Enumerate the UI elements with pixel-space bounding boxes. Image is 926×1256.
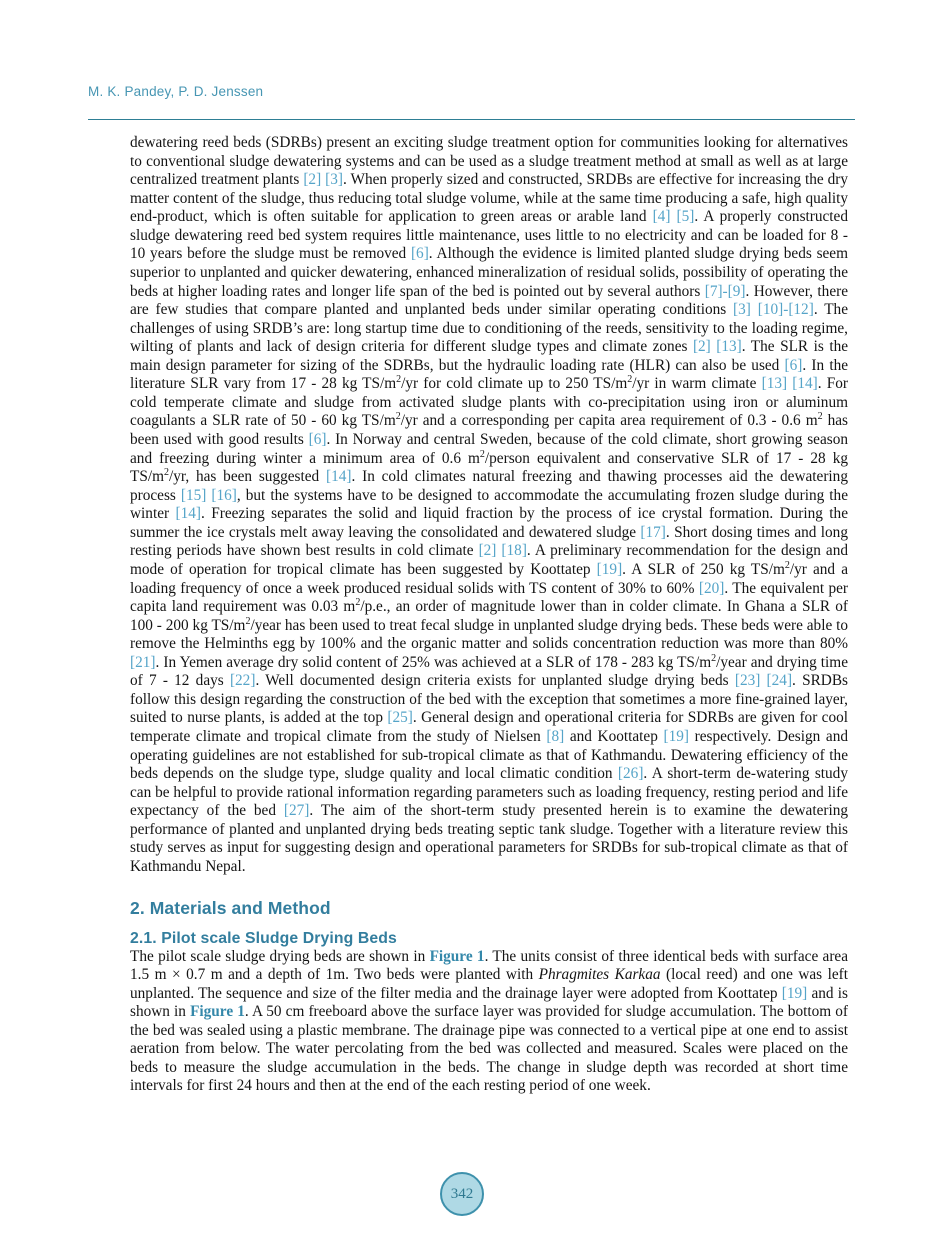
text-run: (local reed) and one was left unplanted. The sequence and size of the filter media and the drainage layer were adopted from Koottatep: [130, 966, 849, 1002]
text-run: . The aim of the short-term study presented herein is to examine the dewatering performance of planted and unplanted drying beds treating septic tank sludge. Together with a literature review this study serves as input for suggesting design and operational parameters for SRDBs for sub-tropical climate as that of Kathmandu Nepal.: [130, 802, 849, 875]
text-run: dewatering reed beds (SDRBs) present an exciting sludge treatment option for communities looking for alternatives to conventional sludge dewatering systems and can be used as a sludge treatment method at small as well as at large centralized treatment plants: [130, 134, 848, 189]
text-run: . Short dosing times and long resting periods have shown best results in cold climate: [130, 523, 848, 560]
section-heading-materials-and-method: 2. Materials and Method: [130, 897, 331, 918]
text-run: . When properly sized and constructed, SRDBs are effective for increasing the dry matter content of the sludge, thus reducing total sludge volume, while at the same time producing a safe, high quality end-product, which is often suitable for application to green areas or arable land: [130, 171, 849, 226]
citation-ref[interactable]: [2] [3]: [303, 171, 343, 189]
text-run: . In cold climates natural freezing and thawing processes aid the dewatering process: [130, 468, 848, 504]
citation-ref[interactable]: [19]: [663, 728, 689, 745]
citation-ref[interactable]: [14]: [325, 468, 352, 486]
superscript: 2: [784, 559, 790, 571]
text-run: . Freezing separates the solid and liquid fraction by the process of ice crystal formation. During the summer the ice crystals melt away leaving the consolidated and dewatered sludge: [130, 505, 848, 541]
citation-ref[interactable]: [19]: [596, 560, 623, 578]
text-run: . A SLR of 250 kg TS/m: [622, 560, 785, 578]
subsection-heading-pilot-scale-sludge-drying-beds: 2.1. Pilot scale Sludge Drying Beds: [130, 929, 397, 947]
superscript: 2: [396, 374, 402, 386]
text-run: . A preliminary recommendation for the design and mode of operation for tropical climate has been suggested by Koottatep: [130, 542, 848, 578]
text-run: respectively. Design and operating guidelines are not established for sub-tropical climate as that of Kathmandu. Dewatering efficiency of the beds depends on the sludge type, sludge quality and local climatic condition: [130, 728, 848, 783]
text-run: . However, there are few studies that compare planted and unplanted beds under similar operating conditions: [130, 282, 848, 319]
text-run: /yr and a corresponding per capita area requirement of 0.3 - 0.6 m: [400, 412, 818, 430]
citation-ref[interactable]: [25]: [387, 709, 413, 727]
citation-ref[interactable]: [27]: [283, 802, 310, 820]
text-run: /yr, has been suggested: [169, 468, 326, 486]
text-run: . The SLR is the main design parameter for sizing of the SDRBs, but the hydraulic loading rate (HLR) can also be used: [130, 338, 849, 374]
text-run: /p.e., an order of magnitude lower than in colder climate. In Ghana a SLR of 100 - 200 kg TS/m: [130, 598, 848, 634]
figure-ref[interactable]: Figure 1: [190, 1003, 245, 1021]
citation-ref[interactable]: [17]: [640, 523, 666, 541]
page-number-badge: [440, 1172, 484, 1216]
text-run: /yr for cold climate up to 250 TS/m: [401, 375, 628, 393]
text-run: /year and drying time of 7 - 12 days: [130, 653, 848, 690]
citation-ref[interactable]: [19]: [781, 984, 808, 1002]
superscript: 2: [711, 652, 717, 664]
text-run: has been used with good results: [130, 412, 848, 448]
text-run: /year has been used to treat fecal sludge in unplanted sludge drying beds. These beds were able to remove the Helminths egg by 100% and the organic matter and solids concentration reduction was more than 80%: [130, 616, 848, 653]
citation-ref[interactable]: [13] [14]: [761, 375, 818, 393]
citation-ref[interactable]: [14]: [175, 505, 201, 523]
text-run: . Although the evidence is limited planted sludge drying beds seem superior to unplanted and quicker dewatering, enhanced mineralization of residual solids, possibility of operating the beds at higher loading rates and longer life span of the bed is pointed out by several authors: [130, 245, 848, 300]
citation-ref[interactable]: [23] [24]: [734, 672, 793, 690]
citation-ref[interactable]: [26]: [617, 765, 644, 783]
intro-paragraph: [130, 134, 848, 877]
text-run: /yr in warm climate: [632, 375, 762, 393]
page-body: [130, 134, 848, 1096]
text-run: . SRDBs follow this design regarding the construction of the bed with the exception that sometimes a more fine-grained layer, suited to nurse plants, is added at the top: [130, 672, 849, 727]
text-run: . The units consist of three identical beds with surface area 1.5 m × 0.7 m and a depth of 1m. Two beds were planted with: [130, 947, 849, 984]
running-head-authors: M. K. Pandey, P. D. Jenssen: [88, 84, 264, 99]
citation-ref[interactable]: [4] [5]: [652, 208, 695, 226]
figure-ref[interactable]: Figure 1: [429, 947, 485, 965]
superscript: 2: [627, 374, 633, 386]
text-run: . For cold temperate climate and sludge from activated sludge plants with co-precipitation using iron or aluminum coagulants a SLR rate of 50 - 60 kg TS/m: [130, 375, 848, 430]
superscript: 2: [817, 411, 823, 423]
text-run: . In Norway and central Sweden, because of the cold climate, short growing season and freezing during winter a minimum area of 0.6 m: [130, 431, 848, 467]
citation-ref[interactable]: [7]-[9]: [704, 282, 746, 300]
citation-ref[interactable]: [22]: [229, 672, 256, 690]
citation-ref[interactable]: [3] [10]-[12]: [733, 301, 814, 319]
text-run: . The equivalent per capita land requirement was 0.03 m: [130, 579, 848, 616]
text-run: . A 50 cm freeboard above the surface layer was provided for sludge accumulation. The bottom of the bed was sealed using a plastic membrane. The drainage pipe was connected to a vertical pipe at one end to assist aeration from below. The water percolating from the bed was collected and measured. Scales were placed on the beds to measure the sludge accumulation in the beds. The change in sludge depth was recorded at short time intervals for first 24 hours and then at the end of the each resting period of one week.: [130, 1003, 848, 1095]
citation-ref[interactable]: [20]: [698, 579, 725, 597]
citation-ref[interactable]: [6]: [410, 245, 429, 263]
text-run: /person equivalent and conservative SLR of 17 - 28 kg TS/m: [130, 449, 848, 486]
text-run: and Koottatep: [564, 728, 664, 745]
citation-ref[interactable]: [8]: [546, 728, 565, 745]
text-run: and is shown in: [130, 984, 848, 1021]
text-run: . The challenges of using SRDB’s are: long startup time due to conditioning of the reeds, sensitivity to the loading regime, wilting of plants and lack of design criteria for different sludge types and climate zones: [130, 301, 848, 356]
header-rule-divider: [88, 119, 855, 120]
citation-ref[interactable]: [21]: [130, 653, 156, 671]
citation-ref[interactable]: [6]: [784, 356, 803, 374]
text-run: /yr and a loading frequency of once a week produced residual solids with TS content of 30% to 60%: [130, 560, 848, 597]
species-name: Phragmites Karkaa: [538, 966, 661, 984]
citation-ref[interactable]: [2] [13]: [692, 338, 742, 356]
citation-ref[interactable]: [15] [16]: [180, 486, 237, 504]
text-run: . A properly constructed sludge dewatering reed bed system requires little maintenance, uses little to no electricity and can be loaded for 8 - 10 years before the sludge must be removed: [130, 208, 848, 263]
superscript: 2: [164, 467, 169, 479]
citation-ref[interactable]: [6]: [308, 431, 327, 448]
superscript: 2: [245, 615, 251, 627]
text-run: . General design and operational criteria for SDRBs are given for cool temperate climate and tropical climate from the study of Nielsen: [130, 709, 849, 745]
superscript: 2: [479, 448, 485, 460]
text-run: , but the systems have to be designed to accommodate the accumulating frozen sludge during the winter: [130, 486, 848, 523]
text-run: . In Yemen average dry solid content of 25% was achieved at a SLR of 178 - 283 kg TS/m: [155, 653, 712, 671]
text-run: . Well documented design criteria exists for unplanted sludge drying beds: [255, 672, 735, 690]
page-number: 342: [450, 1185, 474, 1202]
text-run: . In the literature SLR vary from 17 - 28 kg TS/m: [130, 356, 849, 393]
pilot-beds-paragraph: [130, 948, 848, 1097]
superscript: 2: [395, 411, 401, 423]
text-run: The pilot scale sludge drying beds are shown in: [130, 947, 430, 965]
text-run: . A short-term de-watering study can be helpful to provide rational information regarding parameters such as loading frequency, resting period and life expectancy of the bed: [130, 765, 848, 820]
superscript: 2: [355, 596, 361, 608]
citation-ref[interactable]: [2] [18]: [478, 542, 527, 560]
